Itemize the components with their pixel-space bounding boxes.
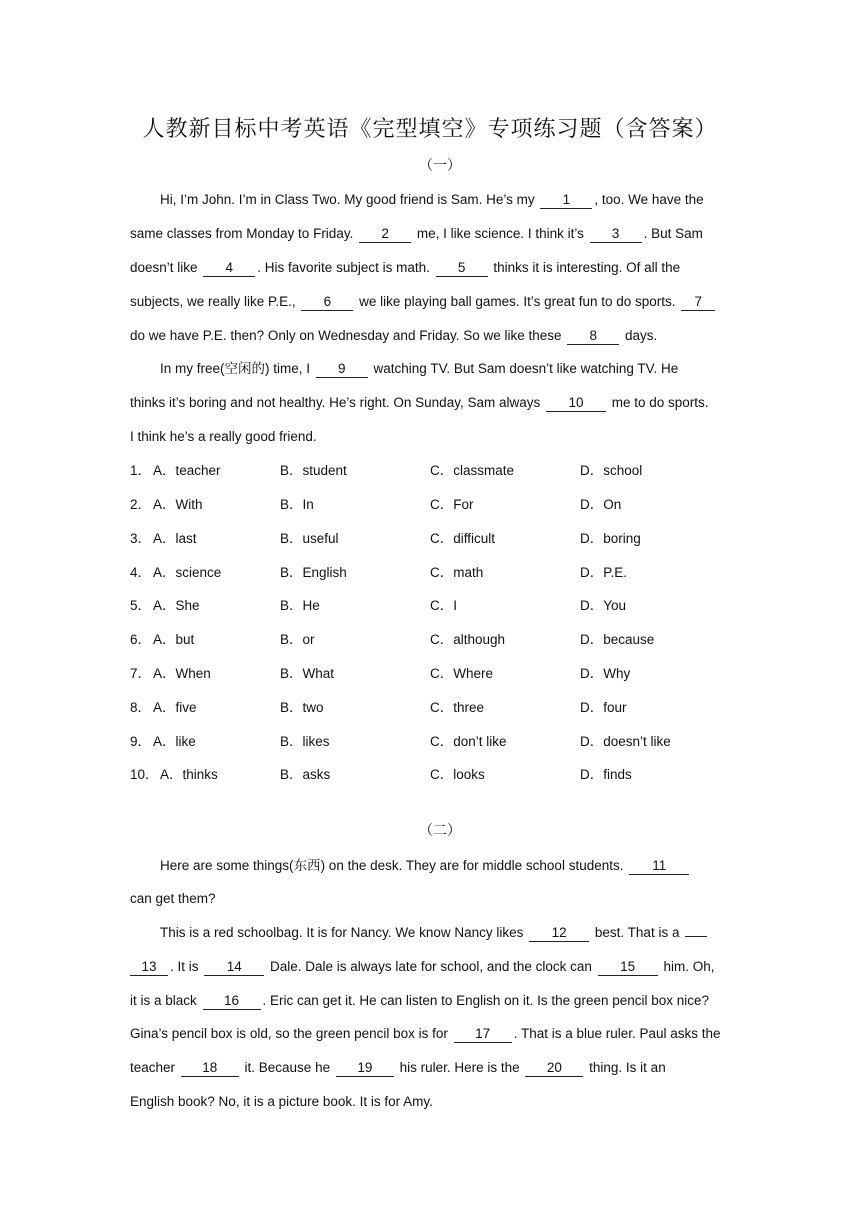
blank-12[interactable]: 12 [529,925,589,942]
option-c[interactable]: C．although [430,632,506,647]
blank-11[interactable]: 11 [629,858,689,875]
blank-3[interactable]: 3 [590,226,642,243]
option-d[interactable]: D．Why [580,666,631,681]
option-b[interactable]: B．student [280,463,347,478]
option-a[interactable]: A．last [153,531,197,546]
blank-8[interactable]: 8 [567,328,619,345]
option-d[interactable]: D．You [580,598,627,613]
blank-7[interactable]: 7 [681,294,715,311]
blank-5[interactable]: 5 [436,260,488,277]
passage1-line-5: do we have P.E. then? Only on Wednesday and Friday. So we like these 8 days. [130,328,658,343]
passage1-line-1: Hi, I’m John. I’m in Class Two. My good friend is Sam. He’s my 1 , too. We have the [160,192,704,207]
blank-2[interactable]: 2 [359,226,411,243]
passage2-line-6: Gina’s pencil box is old, so the green pencil box is for 17 . That is a blue ruler. Paul asks the [130,1026,721,1041]
option-a[interactable]: A．With [153,497,203,512]
option-a[interactable]: A．like [153,734,196,749]
passage2-line-4: 13 . It is 14 Dale. Dale is always late for school, and the clock can 15 him. Oh, [130,957,714,977]
option-c[interactable]: C．three [430,700,485,715]
option-d[interactable]: D．boring [580,531,641,546]
option-a[interactable]: A．five [153,700,197,715]
passage1-line-7: thinks it’s boring and not healthy. He’s right. On Sunday, Sam always 10 me to do sports. [130,395,709,410]
passage2-line-7: teacher 18 it. Because he 19 his ruler. Here is the 20 thing. Is it an [130,1060,666,1075]
blank-16[interactable]: 16 [203,993,261,1010]
option-a[interactable]: A．science [153,565,222,580]
option-c[interactable]: C．For [430,497,474,512]
option-a[interactable]: A．When [153,666,211,681]
blank-4[interactable]: 4 [203,260,255,277]
blank-1[interactable]: 1 [540,192,592,209]
blank-17[interactable]: 17 [454,1026,512,1043]
option-d[interactable]: D．because [580,632,655,647]
passage2-line-8: English book? No, it is a picture book. It is for Amy. [130,1094,433,1109]
blank-20[interactable]: 20 [525,1060,583,1077]
blank-15[interactable]: 15 [598,959,658,976]
passage1-line-8: I think he’s a really good friend. [130,429,317,444]
document-page: 人教新目标中考英语《完型填空》专项练习题（含答案） （一） Hi, I’m John. I’m in Class Two. My good friend is Sam. He’s my 1 , too. We have the same classes from Monday to Friday. 2 me, I like science. I think it’s 3 . But Sam doesn’t like 4 . His favorite subject is math. 5 thinks it is interesting. Of all the subjects, we really like P.E., 6 we like playing ball games. It’s great fun to do sports. 7 do we have P.E. then? Only on Wednesday and Friday. So we like these 8 days. In my free(空闲的) time, I 9 watching TV. But Sam doesn’t like watching TV. He thinks it’s boring and not healthy. He’s right. On Sunday, Sam always 10 me to do sports. I think he’s a really good friend. 1． A．teacher B．student C．classmate D．school 2． A．With B．In C．For D．On 3． A．last B．useful C．difficult D．boring 4． A．science B．English C．math D．P.E. 5． A．She B．He C．I D．You 6． A．but B．or C．although D．because 7． A．When B．What C．Where D．Why 8． A．five B．two C．three D．four 9． A．like B．likes C．don’t like D．doesn’t like 10． A．thinks B．asks C．looks D．finds （二） Here are some things(东西) on the desk. They are for middle school students. 11 can get them? This is a red schoolbag. It is for Nancy. We know Nancy likes 12 best. That is a 13 . It is 14 Dale. Dale is always late for school, and the clock can 15 him. Oh, it is a black 16 . Eric can get it. He can listen to English on it. Is the green pencil box nice? Gina’s pencil box is old, so the green pencil box is for 17 . That is a blue ruler. Paul asks the teacher 18 it. Because he 19 his ruler. Here is the 20 thing. Is it an English book? No, it is a picture book. It is for Amy. [0,0,860,1216]
document-title: 人教新目标中考英语《完型填空》专项练习题（含答案） [142,117,718,142]
option-a[interactable]: A．but [153,632,195,647]
blank-14[interactable]: 14 [204,959,264,976]
option-d[interactable]: D．P.E. [580,565,628,580]
option-a[interactable]: A．teacher [153,463,221,478]
section-heading-1: （一） [419,158,461,174]
option-b[interactable]: B．two [280,700,324,715]
blank-9[interactable]: 9 [316,361,368,378]
blank-13[interactable]: 13 [130,959,168,976]
passage2-line-2: can get them? [130,891,216,906]
passage2-line-3: This is a red schoolbag. It is for Nancy. We know Nancy likes 12 best. That is a [160,923,709,943]
passage2-line-5: it is a black 16 . Eric can get it. He can listen to English on it. Is the green pencil box nice? [130,993,710,1008]
option-b[interactable]: B．English [280,565,347,580]
option-c[interactable]: C．don’t like [430,734,507,749]
passage1-line-2: same classes from Monday to Friday. 2 me, I like science. I think it’s 3 . But Sam [130,226,703,241]
option-b[interactable]: B．He [280,598,320,613]
blank-18[interactable]: 18 [181,1060,239,1077]
option-a[interactable]: A．She [153,598,200,613]
section-heading-2: （二） [419,823,461,839]
passage2-line-1: Here are some things(东西) on the desk. They are for middle school students. 11 [160,856,691,876]
option-b[interactable]: B．In [280,497,314,512]
option-b[interactable]: B．or [280,632,315,647]
passage1-line-6: In my free(空闲的) time, I 9 watching TV. But Sam doesn’t like watching TV. He [160,361,679,377]
blank-13-start[interactable] [685,936,707,937]
option-c[interactable]: C．I [430,598,457,613]
passage1-line-3: doesn’t like 4 . His favorite subject is math. 5 thinks it is interesting. Of all the [130,260,681,275]
option-b[interactable]: B．useful [280,531,339,546]
option-d[interactable]: D．school [580,463,643,478]
option-d[interactable]: D．four [580,700,627,715]
option-c[interactable]: C．difficult [430,531,496,546]
option-b[interactable]: B．likes [280,734,330,749]
passage1-line-4: subjects, we really like P.E., 6 we like playing ball games. It’s great fun to do sports. 7 [130,292,717,312]
option-c[interactable]: C．looks [430,767,485,782]
option-d[interactable]: D．On [580,497,622,512]
option-a[interactable]: A．thinks [160,767,218,782]
option-c[interactable]: C．classmate [430,463,515,478]
option-d[interactable]: D．doesn’t like [580,734,671,749]
blank-19[interactable]: 19 [336,1060,394,1077]
option-b[interactable]: B．What [280,666,335,681]
blank-10[interactable]: 10 [546,395,606,412]
option-d[interactable]: D．finds [580,767,632,782]
option-b[interactable]: B．asks [280,767,331,782]
option-c[interactable]: C．Where [430,666,494,681]
blank-6[interactable]: 6 [301,294,353,311]
option-c[interactable]: C．math [430,565,484,580]
